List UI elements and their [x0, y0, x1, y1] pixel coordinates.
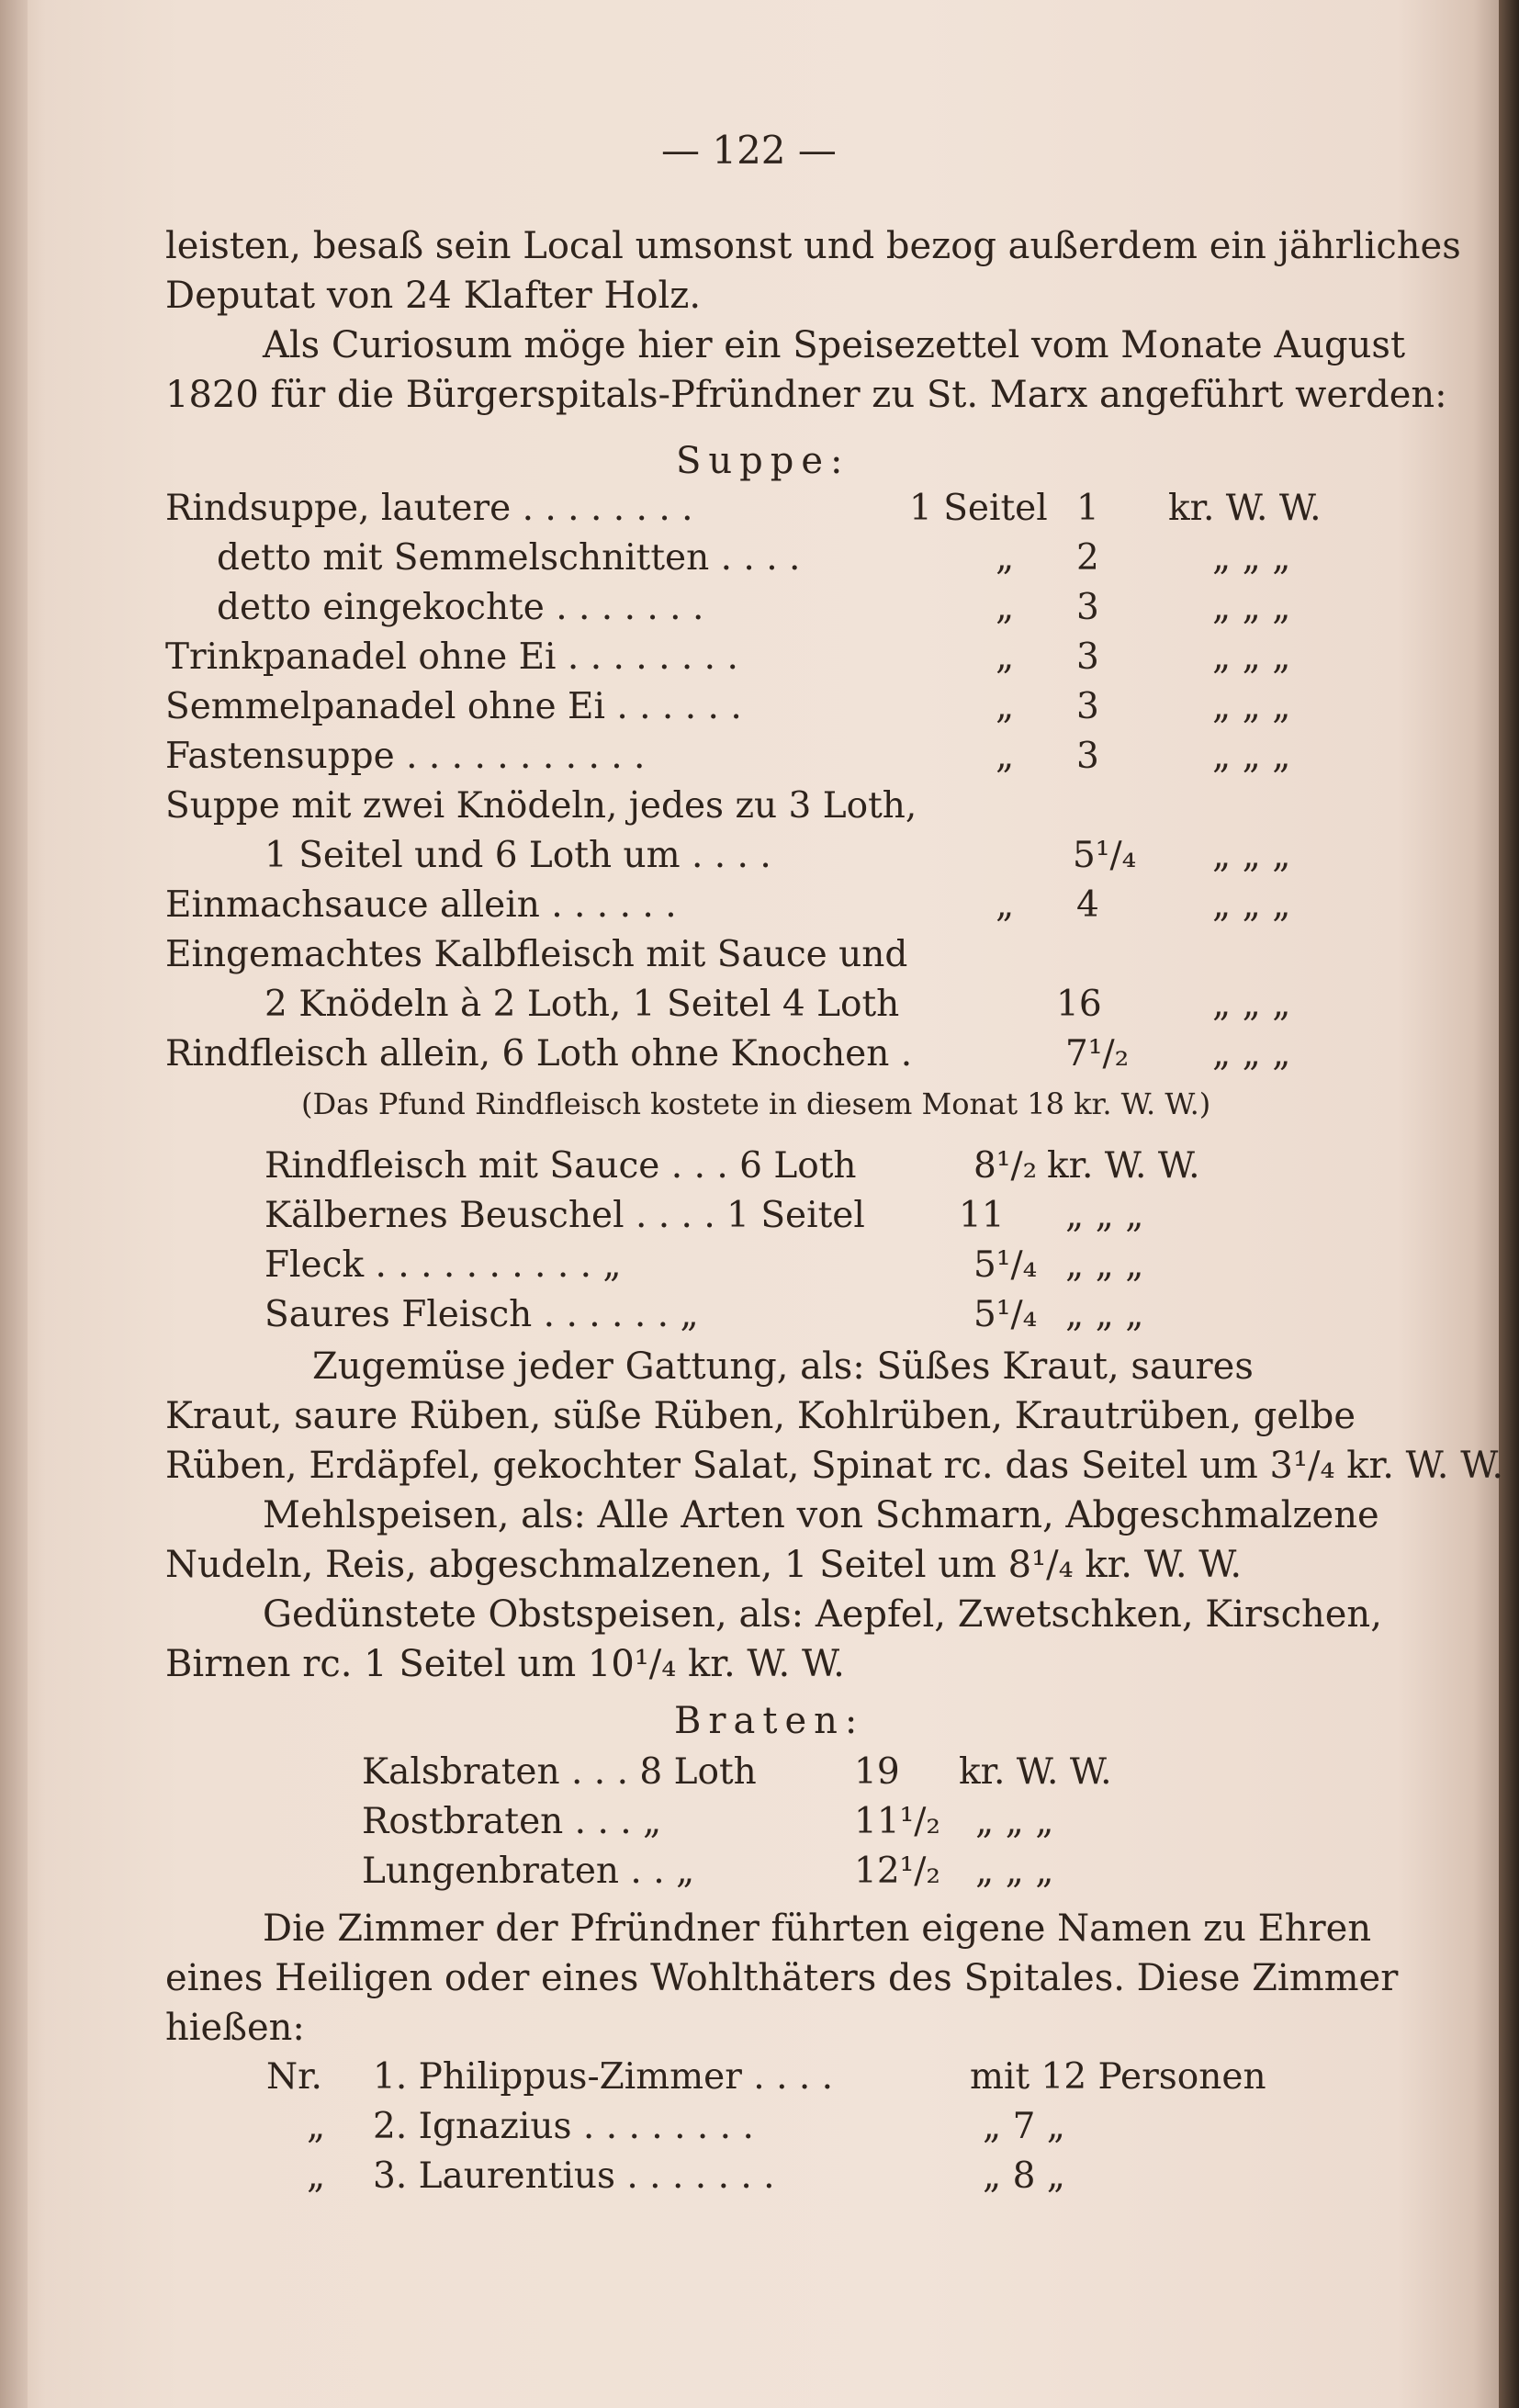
fleisch-row-price: 5¹/₄: [973, 1294, 1038, 1335]
suppe-row-name: detto eingekochte . . . . . . .: [217, 587, 704, 628]
fleisch-row-price: 11: [959, 1195, 1005, 1236]
zimmer-row-name: 1. Philippus-Zimmer . . . .: [373, 2056, 834, 2098]
suppe-row-unit: „ „ „: [1212, 884, 1291, 926]
fleisch-row-name: Fleck . . . . . . . . . . „: [264, 1244, 622, 1286]
suppe-row-name: Rindsuppe, lautere . . . . . . . .: [165, 488, 693, 529]
fleisch-row-unit: „ „ „: [1065, 1244, 1144, 1286]
suppe-row-measure: 1 Seitel: [909, 488, 1048, 529]
suppe-row-measure: „: [996, 636, 1015, 678]
suppe-row-price: 7¹/₂: [1065, 1033, 1130, 1075]
zimmer-row-prefix: „: [307, 2106, 326, 2147]
intro-line-4: 1820 für die Bürgerspitals-Pfründner zu St. Marx angeführt werden:: [165, 374, 1447, 416]
suppe-row-name: Semmelpanadel ohne Ei . . . . . .: [165, 686, 742, 727]
zugemuese-line-3: Rüben, Erdäpfel, gekochter Salat, Spinat rc. das Seitel um 3¹/₄ kr. W. W.: [165, 1445, 1504, 1487]
braten-heading: Braten:: [674, 1700, 865, 1742]
suppe-row-price: 3: [1076, 736, 1099, 777]
suppe-row-price: 4: [1076, 884, 1099, 926]
fleisch-row-unit: „ „ „: [1065, 1294, 1144, 1335]
zimmer-row-count: „ 7 „: [983, 2106, 1066, 2147]
intro-line-3: Als Curiosum möge hier ein Speisezettel vom Monate August: [263, 324, 1406, 366]
suppe-row-unit: „ „ „: [1212, 835, 1291, 876]
zimmer-line-3: hießen:: [165, 2007, 305, 2049]
zimmer-row-name: 2. Ignazius . . . . . . . .: [373, 2106, 754, 2147]
suppe-row-price: 1: [1076, 488, 1099, 529]
zimmer-row-name: 3. Laurentius . . . . . . .: [373, 2155, 775, 2197]
fleisch-row-price: 5¹/₄: [973, 1244, 1038, 1286]
zimmer-line-2: eines Heiligen oder eines Wohlthäters des Spitales. Diese Zimmer: [165, 1957, 1399, 1999]
page-number: — 122 —: [661, 128, 837, 173]
fleisch-row-name: Rindfleisch mit Sauce . . . 6 Loth: [264, 1145, 857, 1187]
braten-row-unit: kr. W. W.: [959, 1751, 1112, 1793]
zimmer-row-count: „ 8 „: [983, 2155, 1066, 2197]
suppe-row-name: Fastensuppe . . . . . . . . . . .: [165, 736, 646, 777]
page-spine-shadow: [0, 0, 28, 2408]
obstspeisen-line-2: Birnen rc. 1 Seitel um 10¹/₄ kr. W. W.: [165, 1643, 845, 1685]
suppe-row-unit: „ „ „: [1212, 1033, 1291, 1075]
suppe-row-measure: „: [996, 537, 1015, 579]
suppe-row-measure: „: [996, 686, 1015, 727]
suppe-row-unit: „ „ „: [1212, 587, 1291, 628]
zimmer-row-prefix: Nr.: [266, 2056, 322, 2098]
mehlspeisen-line-2: Nudeln, Reis, abgeschmalzenen, 1 Seitel um 8¹/₄ kr. W. W.: [165, 1544, 1243, 1586]
suppe-row-unit: kr. W. W.: [1168, 488, 1322, 529]
fleisch-row-name: Kälbernes Beuschel . . . . 1 Seitel: [264, 1195, 865, 1236]
braten-row-unit: „ „ „: [975, 1801, 1054, 1842]
mehlspeisen-line-1: Mehlspeisen, als: Alle Arten von Schmarn, Abgeschmalzene: [263, 1494, 1379, 1536]
intro-line-2: Deputat von 24 Klafter Holz.: [165, 275, 702, 317]
suppe-row-price: 16: [1056, 984, 1102, 1025]
suppe-row-name: Einmachsauce allein . . . . . .: [165, 884, 677, 926]
zugemuese-line-2: Kraut, saure Rüben, süße Rüben, Kohlrüben, Krautrüben, gelbe: [165, 1395, 1356, 1437]
suppe-row-unit: „ „ „: [1212, 537, 1291, 579]
suppe-row-name: 1 Seitel und 6 Loth um . . . .: [264, 835, 771, 876]
fleisch-row-price: 8¹/₂: [973, 1145, 1038, 1187]
suppe-row-price: 5¹/₄: [1073, 835, 1137, 876]
suppe-row-measure: „: [996, 884, 1015, 926]
suppe-row-unit: „ „ „: [1212, 984, 1291, 1025]
suppe-row-price: 3: [1076, 636, 1099, 678]
suppe-row-name: detto mit Semmelschnitten . . . .: [217, 537, 801, 579]
suppe-row-name: Suppe mit zwei Knödeln, jedes zu 3 Loth,: [165, 785, 917, 827]
suppe-row-unit: „ „ „: [1212, 686, 1291, 727]
zugemuese-line-1: Zugemüse jeder Gattung, als: Süßes Kraut, saures: [312, 1345, 1254, 1388]
suppe-row-unit: „ „ „: [1212, 736, 1291, 777]
zimmer-row-prefix: „: [307, 2155, 326, 2197]
suppe-row-name: 2 Knödeln à 2 Loth, 1 Seitel 4 Loth: [264, 984, 900, 1025]
suppe-row-price: 3: [1076, 686, 1099, 727]
braten-row-name: Rostbraten . . . „: [362, 1801, 662, 1842]
fleisch-row-name: Saures Fleisch . . . . . . „: [264, 1294, 699, 1335]
suppe-row-unit: „ „ „: [1212, 636, 1291, 678]
fleisch-row-unit: „ „ „: [1065, 1195, 1144, 1236]
page-edge: [1499, 0, 1519, 2408]
suppe-heading: Suppe:: [676, 440, 850, 482]
braten-row-name: Lungenbraten . . „: [362, 1851, 695, 1892]
braten-row-unit: „ „ „: [975, 1851, 1054, 1892]
suppe-row-price: 2: [1076, 537, 1099, 579]
braten-row-price: 11¹/₂: [854, 1801, 941, 1842]
suppe-row-name: Trinkpanadel ohne Ei . . . . . . . .: [165, 636, 738, 678]
suppe-row-measure: „: [996, 587, 1015, 628]
price-note: (Das Pfund Rindfleisch kostete in diesem Monat 18 kr. W. W.): [301, 1086, 1211, 1121]
zimmer-row-count: mit 12 Personen: [970, 2056, 1266, 2098]
zimmer-line-1: Die Zimmer der Pfründner führten eigene Namen zu Ehren: [263, 1907, 1372, 1950]
braten-row-price: 12¹/₂: [854, 1851, 941, 1892]
fleisch-row-unit: kr. W. W.: [1047, 1145, 1200, 1187]
braten-row-price: 19: [854, 1751, 900, 1793]
suppe-row-measure: „: [996, 736, 1015, 777]
obstspeisen-line-1: Gedünstete Obstspeisen, als: Aepfel, Zwetschken, Kirschen,: [263, 1593, 1382, 1636]
intro-line-1: leisten, besaß sein Local umsonst und bezog außerdem ein jährliches: [165, 225, 1461, 267]
suppe-row-name: Eingemachtes Kalbfleisch mit Sauce und: [165, 934, 908, 975]
suppe-row-name: Rindfleisch allein, 6 Loth ohne Knochen .: [165, 1033, 913, 1075]
braten-row-name: Kalsbraten . . . 8 Loth: [362, 1751, 757, 1793]
suppe-row-price: 3: [1076, 587, 1099, 628]
